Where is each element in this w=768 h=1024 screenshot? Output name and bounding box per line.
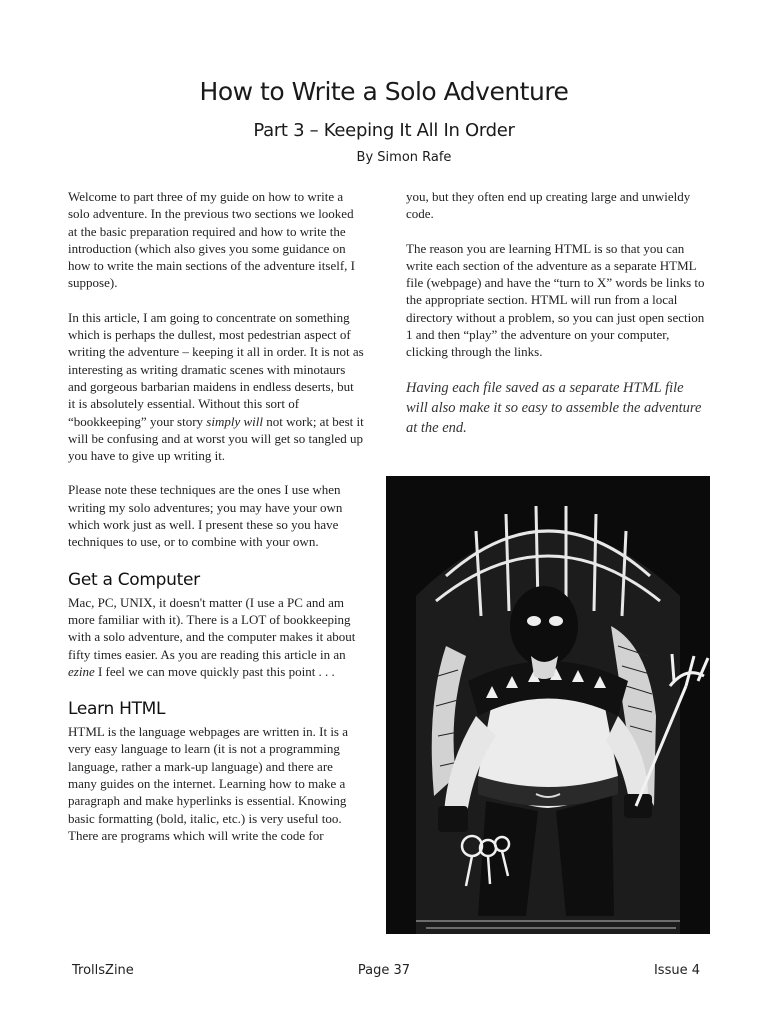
section-heading-computer: Get a Computer	[68, 569, 200, 590]
jailer-illustration	[386, 476, 710, 934]
html-reason-paragraph: The reason you are learning HTML is so that you can write each section of the adventure as a separate HTML file (webpage) and have the “turn to X” words be links to the appropriate section. HTML will run from a local directory without a problem, so you can just open section 1 and then “play” the adventure on your computer, clicking through the links.	[406, 240, 705, 360]
intro-paragraph: Welcome to part three of my guide on how to write a solo adventure. In the previous two sections we looked at the basic preparation required and how to write the introduction (which also gives you some guidance on how to write the main sections of the adventure itself, I suppose).	[68, 189, 356, 291]
emphasis-text: simply will	[206, 413, 263, 429]
right-column	[406, 188, 706, 455]
emphasis-text: ezine	[68, 663, 95, 679]
html-paragraph: HTML is the language webpages are written in. It is a very easy language to learn (it is not a programming language, rather a mark-up language) and there are many guides on the internet. Learning how to make a paragraph and make hyperlinks is essential. Knowing basic formatting (bold, italic, etc.) is very useful too. There are programs which will write the code for	[68, 724, 349, 843]
computer-paragraph: Mac, PC, UNIX, it doesn't matter (I use a PC and am more familiar with it). There is a LOT of bookkeeping with a solo adventure, and the computer makes it about fifty times easier. As you are reading this article in an ezine I feel we can move quickly past this point . . .	[68, 594, 356, 679]
byline: By Simon Rafe	[356, 150, 452, 165]
pull-quote: Having each file saved as a separate HTML file will also make it so easy to assemble the adventure at the end.	[406, 379, 702, 436]
section-heading-html: Learn HTML	[68, 699, 166, 720]
footer-issue: Issue 4	[653, 963, 700, 978]
techniques-paragraph: Please note these techniques are the ones I use when writing my solo adventures; you may have your own which work just as well. I present these so you have techniques to use, or to combine with your own.	[68, 482, 343, 550]
bookkeeping-paragraph: In this article, I am going to concentrate on something which is perhaps the dullest, most pedestrian aspect of writing the adventure – keeping it all in order. It is not as interesting as writing dramatic scenes with minotaurs and gorgeous barbarian maidens in endless deserts, but it is absolutely essential. Without this sort of “bookkeeping” your story simply will not work; at best it will be confusing and at worst you will get so tangled up you have to give up writing it.	[68, 309, 364, 464]
footer-zine-name: TrollsZine	[72, 963, 134, 978]
jailer-drawing	[386, 476, 710, 934]
footer-page-number: Page 37	[357, 963, 411, 978]
page-subtitle: Part 3 – Keeping It All In Order	[253, 120, 515, 141]
left-column	[68, 188, 364, 861]
page-title: How to Write a Solo Adventure	[199, 77, 569, 106]
continuation-paragraph: you, but they often end up creating large and unwieldy code.	[406, 189, 691, 222]
